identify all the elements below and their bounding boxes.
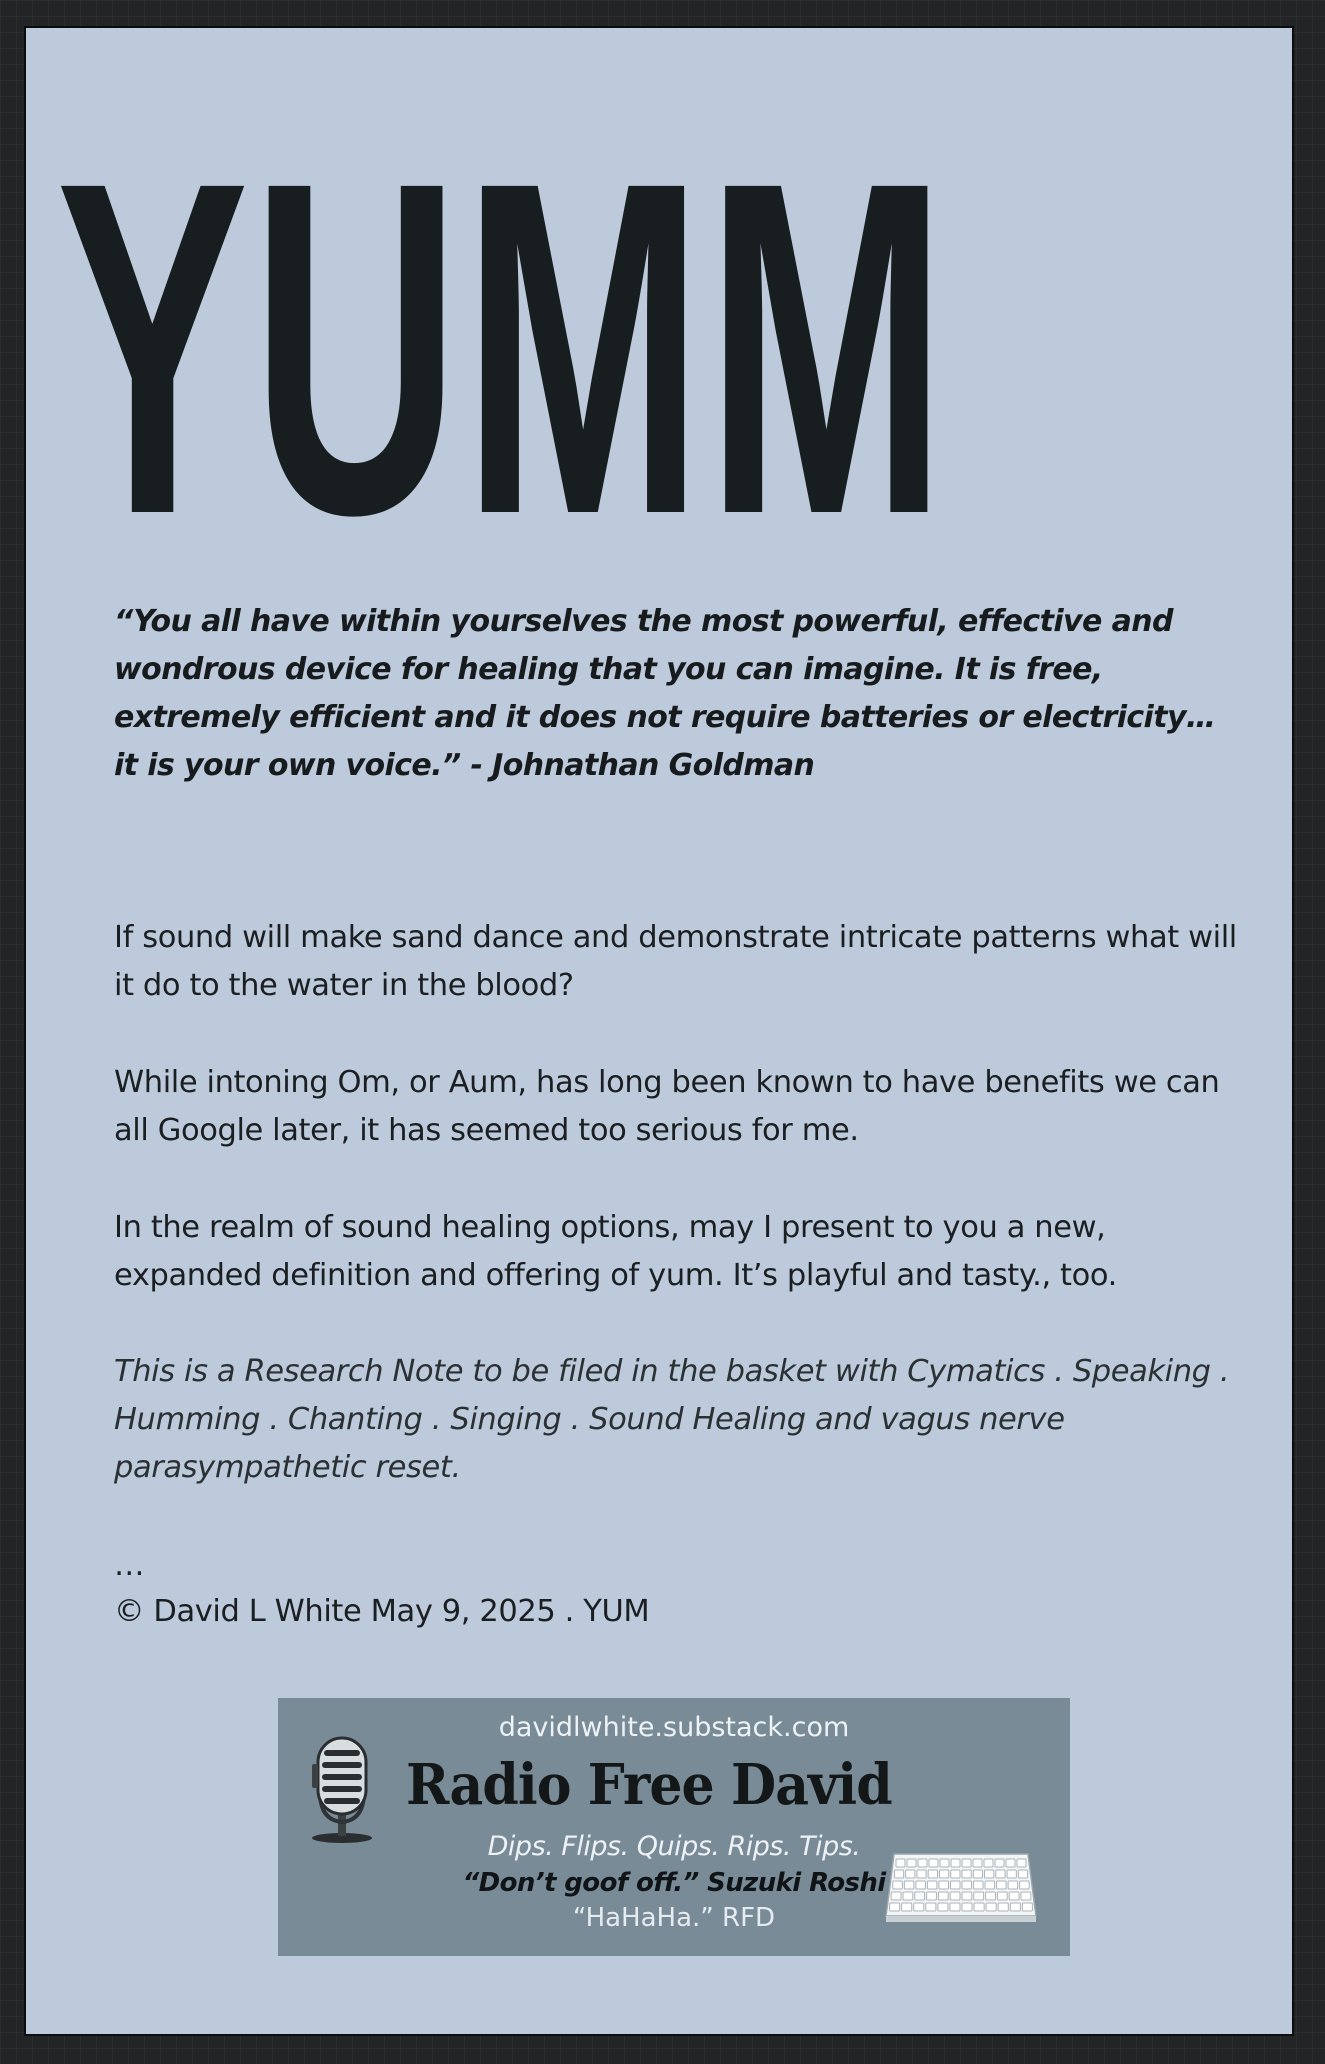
keyboard-key: [1010, 1903, 1020, 1911]
keyboard-key: [974, 1892, 984, 1900]
keyboard-key: [1006, 1859, 1015, 1867]
keyboard-key: [985, 1870, 994, 1878]
keyboard-key: [928, 1870, 937, 1878]
keyboard-key: [950, 1881, 960, 1889]
keyboard-key: [995, 1859, 1004, 1867]
radio-free-david-banner[interactable]: [278, 1698, 1070, 1956]
keyboard-key: [902, 1903, 912, 1911]
epigraph-quote: “You all have within yourselves the most powerful, effective and wondrous device for healing that you can imagine. It is free, extremely efficient and it does not require batteries or electricity…it is your own voice.” - Johnathan Goldman: [114, 604, 1216, 783]
body-paragraph-3: In the realm of sound healing options, may I present to you a new, expanded definition and offering of yum. It’s playful and tasty., too.: [114, 1210, 1117, 1293]
banner-name: Radio Free David: [406, 1752, 892, 1818]
microphone-icon: [306, 1734, 378, 1844]
copyright-line: © David L White May 9, 2025 . YUM: [114, 1594, 650, 1629]
keyboard-key: [906, 1870, 915, 1878]
keyboard-key: [950, 1892, 960, 1900]
keyboard-key: [984, 1859, 993, 1867]
keyboard-key: [998, 1903, 1008, 1911]
keyboard-key: [973, 1859, 982, 1867]
keyboard-key: [951, 1870, 960, 1878]
keyboard-key: [962, 1870, 971, 1878]
keyboard-key: [962, 1892, 972, 1900]
keyboard-key: [914, 1903, 924, 1911]
keyboard-key: [939, 1870, 948, 1878]
keyboard-key: [940, 1859, 949, 1867]
keyboard-key: [927, 1892, 937, 1900]
keyboard-key: [915, 1892, 925, 1900]
keyboard-key: [918, 1859, 927, 1867]
keyboard-key: [1018, 1870, 1027, 1878]
keyboard-key: [985, 1881, 995, 1889]
research-note: This is a Research Note to be filed in the basket with Cymatics . Speaking . Humming . Chanting . Singing . Sound Healing and vagus nerve parasympathetic reset.: [114, 1354, 1230, 1485]
keyboard-key: [938, 1903, 948, 1911]
banner-laugh: “HaHaHa.” RFD: [572, 1903, 776, 1933]
keyboard-key: [896, 1859, 905, 1867]
keyboard-key: [997, 1881, 1007, 1889]
keyboard-key: [951, 1859, 960, 1867]
keyboard-key: [1008, 1881, 1018, 1889]
keyboard-key: [1020, 1881, 1030, 1889]
keyboard-key: [986, 1892, 996, 1900]
keyboard-key: [1007, 1870, 1016, 1878]
keyboard-key: [962, 1859, 971, 1867]
keyboard-key: [927, 1881, 937, 1889]
keyboard-key: [926, 1903, 936, 1911]
body-paragraph-1: If sound will make sand dance and demonstrate intricate patterns what will it do to the water in the blood?: [114, 920, 1237, 1003]
keyboard-key: [890, 1903, 900, 1911]
keyboard-key: [1021, 1892, 1031, 1900]
keyboard-key: [891, 1892, 901, 1900]
keyboard-key: [996, 1870, 1005, 1878]
keyboard-key: [903, 1892, 913, 1900]
banner-quote: “Don’t goof off.” Suzuki Roshi: [462, 1868, 886, 1898]
keyboard-key: [1017, 1859, 1026, 1867]
ellipsis: …: [114, 1548, 145, 1583]
banner-tagline: Dips. Flips. Quips. Rips. Tips.: [487, 1831, 861, 1862]
keyboard-key: [939, 1881, 949, 1889]
keyboard-key: [917, 1870, 926, 1878]
keyboard-key: [1022, 1903, 1032, 1911]
keyboard-key: [997, 1892, 1007, 1900]
keyboard-key: [929, 1859, 938, 1867]
body-paragraph-2: While intoning Om, or Aum, has long been known to have benefits we can all Google later, it has seemed too serious for me.: [114, 1065, 1220, 1148]
keyboard-key: [1009, 1892, 1019, 1900]
keyboard-key: [962, 1881, 972, 1889]
page-card: [24, 26, 1294, 2036]
keyboard-key: [974, 1903, 984, 1911]
keyboard-key: [974, 1881, 984, 1889]
keyboard-key: [973, 1870, 982, 1878]
banner-url[interactable]: davidlwhite.substack.com: [498, 1712, 850, 1743]
keyboard-key: [904, 1881, 914, 1889]
keyboard-key: [986, 1903, 996, 1911]
keyboard-key: [938, 1892, 948, 1900]
keyboard-key: [893, 1881, 903, 1889]
keyboard-key: [894, 1870, 903, 1878]
keyboard-key: [907, 1859, 916, 1867]
page-title: YUMM: [56, 84, 950, 613]
keyboard-key: [916, 1881, 926, 1889]
keyboard-icon: [884, 1850, 1038, 1924]
keyboard-key: [962, 1903, 972, 1911]
keyboard-key: [950, 1903, 960, 1911]
